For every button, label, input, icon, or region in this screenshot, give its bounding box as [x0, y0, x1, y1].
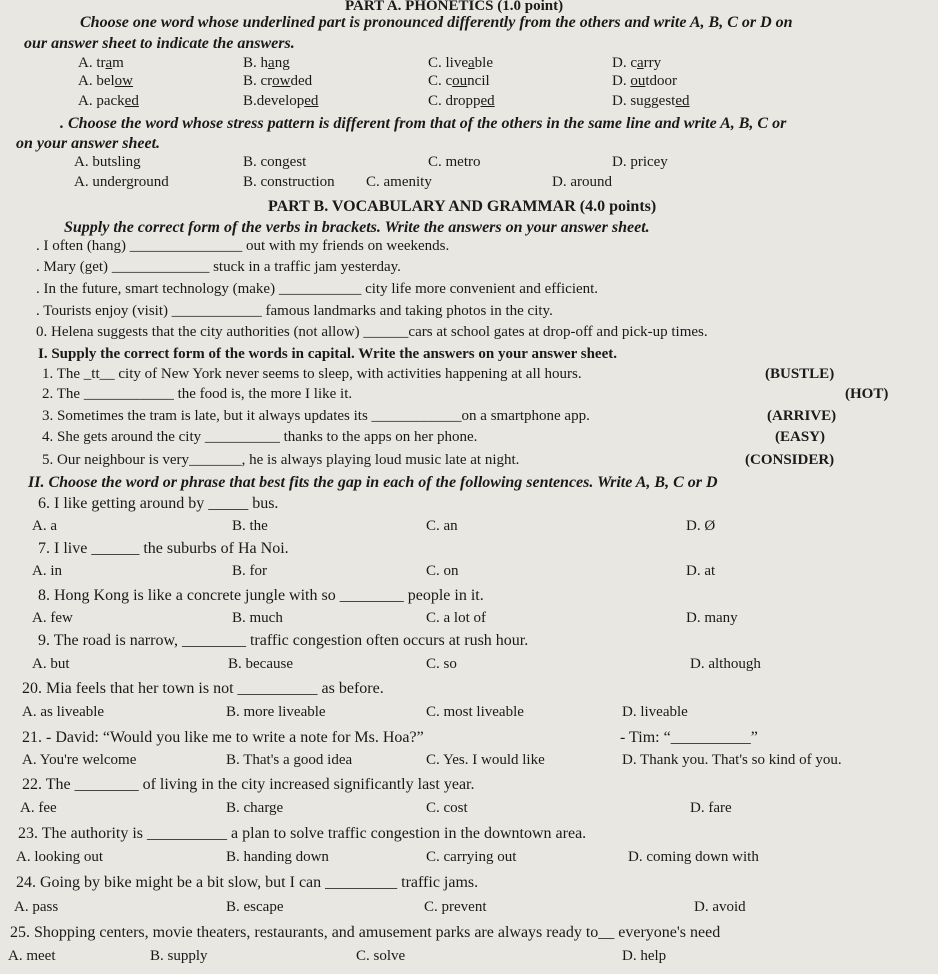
mc-question-25: 25. Shopping centers, movie theaters, restaurants, and amusement parks are always ready to__ everyone's need	[10, 924, 721, 941]
mc-options-25: A. meet B. supply C. solve D. help	[8, 948, 667, 964]
mc-question-18: 8. Hong Kong is like a concrete jungle with so ________ people in it.	[38, 587, 484, 604]
keyword-consider: (CONSIDER)	[745, 452, 835, 468]
q1-option-b: B. hang	[243, 55, 290, 71]
part-b-title: PART B. VOCABULARY AND GRAMMAR (4.0 points)	[268, 198, 657, 215]
part-a-title: PART A. PHONETICS (1.0 point)	[345, 0, 564, 14]
word-question-3: 3. Sometimes the tram is late, but it always updates its ____________on a smartphone app. (ARRIVE)	[42, 408, 837, 424]
q4-option-a: A. butsling	[74, 154, 141, 170]
word-question-2: 2. The ____________ the food is, the more I like it. (HOT)	[42, 386, 889, 402]
mc-options-24: A. pass B. escape C. prevent D. avoid	[14, 899, 746, 915]
question-2	[0, 73, 938, 93]
mc-options-23: A. looking out B. handing down C. carrying out D. coming down with	[16, 849, 759, 865]
q5-option-b: B. construction	[243, 174, 335, 190]
q1-option-a: A. tram	[78, 55, 124, 71]
mc-options-22: A. fee B. charge C. cost D. fare	[20, 800, 732, 816]
mc-question-19: 9. The road is narrow, ________ traffic congestion often occurs at rush hour.	[38, 632, 529, 649]
q5-option-c: C. amenity	[366, 174, 432, 190]
q1-option-d: D. carry	[612, 55, 662, 71]
part-b-instruction-3: II. Choose the word or phrase that best fits the gap in each of the following sentences. Write A, B, C or D	[28, 474, 718, 491]
part-b-instruction-1: Supply the correct form of the verbs in brackets. Write the answers on your answer sheet.	[64, 219, 650, 236]
q2-option-d: D. outdoor	[612, 73, 678, 89]
question-4	[0, 154, 938, 174]
q3-option-d: D. suggested	[612, 93, 690, 109]
q3-option-b: B.developed	[243, 93, 319, 109]
verb-question-5: 0. Helena suggests that the city authorities (not allow) ______cars at school gates at drop-off and pick-up times.	[36, 324, 708, 340]
keyword-hot: (HOT)	[845, 386, 889, 402]
mc-options-21: A. You're welcome B. That's a good idea C. Yes. I would like D. Thank you. That's so kind of you.	[22, 752, 842, 768]
word-question-4: 4. She gets around the city __________ thanks to the apps on her phone. (EASY)	[42, 429, 826, 445]
q4-option-c: C. metro	[428, 154, 481, 170]
mc-options-18: A. few B. much C. a lot of D. many	[32, 610, 738, 626]
word-question-5: 5. Our neighbour is very_______, he is always playing loud music late at night. (CONSIDER)	[42, 452, 835, 468]
q4-option-b: B. congest	[243, 154, 307, 170]
verb-question-2: . Mary (get) _____________ stuck in a traffic jam yesterday.	[36, 259, 401, 275]
part-a-instruction-2: . Choose the word whose stress pattern is different from that of the others in the same line and write A, B, C or	[60, 115, 787, 132]
keyword-easy: (EASY)	[775, 429, 826, 445]
q2-option-a: A. below	[78, 73, 134, 89]
q2-option-c: C. council	[428, 73, 490, 89]
question-5	[0, 174, 938, 194]
verb-question-3: . In the future, smart technology (make) ___________ city life more convenient and efficient.	[36, 281, 599, 297]
keyword-arrive: (ARRIVE)	[767, 408, 837, 424]
q2-option-b: B. crowded	[243, 73, 313, 89]
keyword-bustle: (BUSTLE)	[765, 366, 835, 382]
q5-option-d: D. around	[552, 174, 612, 190]
part-b-instruction-2: I. Supply the correct form of the words in capital. Write the answers on your answer sheet.	[38, 346, 617, 362]
mc-question-20: 20. Mia feels that her town is not __________ as before.	[22, 680, 384, 697]
part-a-instruction-1: Choose one word whose underlined part is pronounced differently from the others and write A, B, C or D on	[80, 14, 793, 31]
q5-option-a: A. underground	[74, 174, 169, 190]
q4-option-d: D. pricey	[612, 154, 668, 170]
mc-options-20: A. as liveable B. more liveable C. most liveable D. liveable	[22, 704, 688, 720]
q1-option-c: C. liveable	[428, 55, 493, 71]
mc-options-19: A. but B. because C. so D. although	[32, 656, 761, 672]
mc-question-17: 7. I live ______ the suburbs of Ha Noi.	[38, 540, 289, 557]
mc-question-24: 24. Going by bike might be a bit slow, but I can _________ traffic jams.	[16, 874, 479, 891]
mc-question-22: 22. The ________ of living in the city increased significantly last year.	[22, 776, 475, 793]
word-question-1: 1. The _tt__ city of New York never seems to sleep, with activities happening at all hours. (BUSTLE)	[42, 366, 835, 382]
mc-question-23: 23. The authority is __________ a plan to solve traffic congestion in the downtown area.	[18, 825, 587, 842]
part-a-instruction-1-cont: our answer sheet to indicate the answers.	[24, 35, 295, 52]
question-1	[0, 55, 938, 75]
question-3	[0, 93, 938, 113]
mc-question-21: 21. - David: “Would you like me to write a note for Ms. Hoa?” - Tim: “__________”	[22, 729, 758, 746]
q3-option-c: C. dropped	[428, 93, 495, 109]
mc-options-17: A. in B. for C. on D. at	[32, 563, 716, 579]
mc-question-16: 6. I like getting around by _____ bus.	[38, 495, 279, 512]
part-a-instruction-2-cont: on your answer sheet.	[16, 135, 161, 152]
verb-question-4: . Tourists enjoy (visit) ____________ famous landmarks and taking photos in the city.	[36, 303, 553, 319]
mc-options-16: A. a B. the C. an D. Ø	[32, 518, 716, 534]
q3-option-a: A. packed	[78, 93, 139, 109]
verb-question-1: . I often (hang) _______________ out with my friends on weekends.	[36, 238, 450, 254]
